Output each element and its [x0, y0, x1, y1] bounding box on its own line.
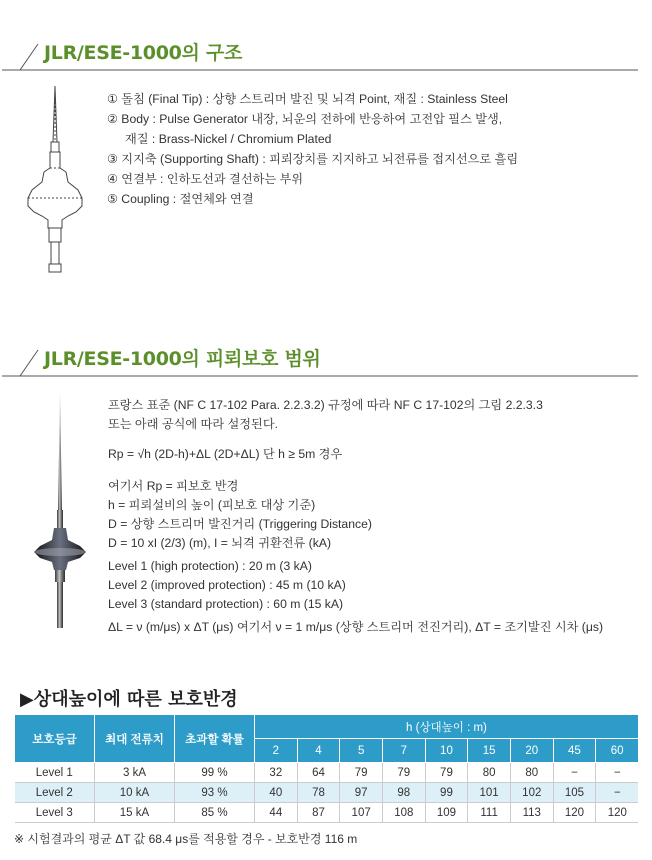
table-cell: Level 3: [15, 803, 95, 823]
structure-item: ④ 연결부 : 인하도선과 결선하는 부위: [107, 172, 304, 186]
table-cell: 44: [255, 803, 298, 823]
table-cell: Level 1: [15, 763, 95, 783]
table-cell: 99 %: [175, 763, 255, 783]
table-cell: 102: [510, 783, 553, 803]
table-cell: 107: [340, 803, 383, 823]
structure-item: 재질 : Brass-Nickel / Chromium Plated: [125, 132, 332, 146]
header-height: 5: [340, 739, 383, 763]
structure-item: ② Body : Pulse Generator 내장, 뇌운의 전하에 반응하여 고전압 필스 발생,: [107, 112, 503, 126]
table-cell: 120: [553, 803, 596, 823]
header-height-group: h (상대높이 : m): [255, 715, 639, 739]
definition-line: D = 상향 스트리머 발진거리 (Triggering Distance): [108, 517, 372, 531]
header-height: 2: [255, 739, 298, 763]
rod-photo: [28, 392, 92, 632]
table-cell: 105: [553, 783, 596, 803]
table-cell: 98: [382, 783, 425, 803]
table-cell: −: [596, 783, 639, 803]
table-cell: 109: [425, 803, 468, 823]
table-cell: 78: [297, 783, 340, 803]
table-cell: 85 %: [175, 803, 255, 823]
definition-line: D = 10 xI (2/3) (m), I = 뇌격 귀환전류 (kA): [108, 536, 332, 550]
formula: Rp = √h (2D-h)+ΔL (2D+ΔL) 단 h ≥ 5m 경우: [108, 447, 343, 461]
table-cell: 32: [255, 763, 298, 783]
definition-line: h = 피뢰설비의 높이 (피보호 대상 기준): [108, 498, 316, 512]
table-footnote: ※ 시험결과의 평균 ΔT 값 68.4 μs를 적용할 경우 - 보호반경 116 m: [14, 832, 358, 846]
protection-range-text: [108, 396, 638, 637]
table-cell: 111: [468, 803, 511, 823]
table-cell: 87: [297, 803, 340, 823]
definition-line: 여기서 Rp = 피보호 반경: [108, 479, 239, 493]
structure-item: ⑤ Coupling : 절연체와 연결: [107, 192, 254, 206]
intro-line: 또는 아래 공식에 따라 설정된다.: [108, 417, 278, 431]
header-height: 4: [297, 739, 340, 763]
section-title: JLR/ESE-1000의 구조: [44, 42, 243, 64]
structure-item: ③ 지지축 (Supporting Shaft) : 피뢰장치를 지지하고 뇌전류를 접지선으로 흘림: [107, 152, 519, 166]
section-header-structure: [0, 36, 640, 76]
rod-line-drawing: [20, 82, 94, 280]
table-cell: 93 %: [175, 783, 255, 803]
table-cell: 79: [382, 763, 425, 783]
table-cell: −: [596, 763, 639, 783]
delta-line: ΔL = ν (m/μs) x ΔT (μs) 여기서 ν = 1 m/μs (상향 스트리머 전진거리), ΔT = 조기발진 시차 (μs): [108, 620, 604, 634]
table-cell: Level 2: [15, 783, 95, 803]
header-height: 7: [382, 739, 425, 763]
table-cell: 99: [425, 783, 468, 803]
table-cell: 40: [255, 783, 298, 803]
level-line: Level 1 (high protection) : 20 m (3 kA): [108, 559, 312, 573]
header-level: 보호등급: [15, 715, 95, 763]
table-cell: 120: [596, 803, 639, 823]
table-row: [15, 803, 639, 823]
structure-item: ① 돌침 (Final Tip) : 상향 스트리머 발진 및 뇌격 Point, 재질 : Stainless Steel: [107, 92, 508, 106]
table-cell: 10 kA: [95, 783, 175, 803]
intro-line: 프랑스 표준 (NF C 17-102 Para. 2.2.3.2) 규정에 따라 NF C 17-102의 그림 2.2.3.3: [108, 398, 543, 412]
table-cell: 79: [340, 763, 383, 783]
table-cell: 15 kA: [95, 803, 175, 823]
level-line: Level 3 (standard protection) : 60 m (15 kA): [108, 597, 344, 611]
section-title: JLR/ESE-1000의 피뢰보호 범위: [44, 348, 321, 370]
header-height: 10: [425, 739, 468, 763]
header-current: 최대 전류치: [95, 715, 175, 763]
table-cell: 3 kA: [95, 763, 175, 783]
table-title: ▶상대높이에 따른 보호반경: [20, 689, 238, 710]
header-height: 15: [468, 739, 511, 763]
header-height: 45: [553, 739, 596, 763]
section-header-protection: [0, 342, 640, 382]
protection-radius-table: [14, 714, 639, 823]
header-height: 20: [510, 739, 553, 763]
table-row: [15, 763, 639, 783]
header-height: 60: [596, 739, 639, 763]
table-row: [15, 783, 639, 803]
table-cell: 108: [382, 803, 425, 823]
table-cell: 64: [297, 763, 340, 783]
header-probability: 초과할 확률: [175, 715, 255, 763]
level-line: Level 2 (improved protection) : 45 m (10 kA): [108, 578, 346, 592]
table-cell: 101: [468, 783, 511, 803]
table-cell: 97: [340, 783, 383, 803]
table-cell: 113: [510, 803, 553, 823]
structure-list: [107, 89, 627, 209]
table-cell: 80: [510, 763, 553, 783]
table-cell: −: [553, 763, 596, 783]
table-cell: 80: [468, 763, 511, 783]
table-cell: 79: [425, 763, 468, 783]
